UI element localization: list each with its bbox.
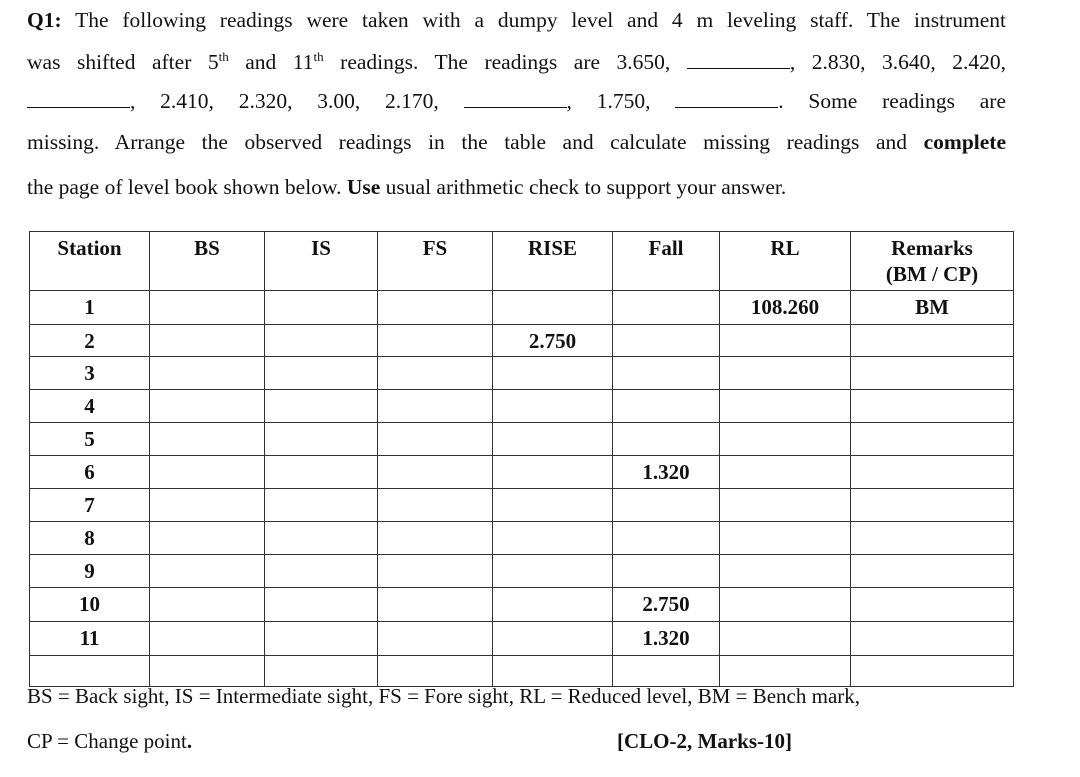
cell-fall: 1.320 xyxy=(613,622,720,656)
cell-is xyxy=(265,456,378,489)
cell-is xyxy=(265,291,378,325)
cell-bs xyxy=(150,390,265,423)
cell-fall xyxy=(613,423,720,456)
cell-fs xyxy=(378,390,493,423)
cell-fall: 2.750 xyxy=(613,588,720,622)
cell-rl xyxy=(720,390,851,423)
cell-station: 9 xyxy=(30,555,150,588)
cell-is xyxy=(265,357,378,390)
cell-rl xyxy=(720,489,851,522)
blank-reading xyxy=(675,89,778,108)
cell-bs xyxy=(150,588,265,622)
cell-fs xyxy=(378,357,493,390)
column-header-station xyxy=(30,232,150,291)
marks-label: [CLO-2, Marks-10] xyxy=(617,729,792,753)
column-header-bs xyxy=(150,232,265,291)
cell-station: 4 xyxy=(30,390,150,423)
cell-station: 8 xyxy=(30,522,150,555)
cell-remarks xyxy=(851,656,1014,687)
table-row xyxy=(30,656,1014,687)
question-label: Q1: xyxy=(27,8,62,32)
cell-bs xyxy=(150,522,265,555)
cell-rl: 108.260 xyxy=(720,291,851,325)
header-sublabel: (BM / CP) xyxy=(885,262,979,286)
text: was shifted after 5 xyxy=(27,50,219,75)
header-label: Remarks xyxy=(891,236,973,260)
bold-text: Use xyxy=(346,175,381,199)
cell-is xyxy=(265,555,378,588)
cell-rise xyxy=(493,357,613,390)
cell-bs xyxy=(150,325,265,357)
cell-bs xyxy=(150,456,265,489)
table-row xyxy=(30,489,1014,522)
question-line-2 xyxy=(27,49,1006,77)
cell-rise: 2.750 xyxy=(493,325,613,357)
blank-reading xyxy=(687,50,790,69)
question-line-1 xyxy=(27,8,1006,36)
cell-remarks xyxy=(851,423,1014,456)
cell-rl xyxy=(720,423,851,456)
cell-fs xyxy=(378,656,493,687)
cell-bs xyxy=(150,489,265,522)
question-text: The following readings were taken with a dumpy level and 4 m leveling staff. The instrument xyxy=(75,8,1006,32)
abbreviation-legend: BS = Back sight, IS = Intermediate sight, FS = Fore sight, RL = Reduced level, BM = Bench mark, xyxy=(27,684,861,708)
cell-rise xyxy=(493,656,613,687)
cell-rise xyxy=(493,555,613,588)
text: CP = Change point xyxy=(27,729,187,753)
cell-rise xyxy=(493,390,613,423)
cell-station: 3 xyxy=(30,357,150,390)
cell-station: 2 xyxy=(30,325,150,357)
cell-is xyxy=(265,656,378,687)
cell-rl xyxy=(720,357,851,390)
question-line-4 xyxy=(27,130,1006,158)
cell-fall xyxy=(613,357,720,390)
text: , 1.750, xyxy=(566,89,651,113)
bold-text: complete xyxy=(923,130,1006,154)
cell-remarks xyxy=(851,325,1014,357)
cell-fall xyxy=(613,656,720,687)
header-label: BS xyxy=(194,236,220,260)
table-row xyxy=(30,622,1014,656)
table-row xyxy=(30,423,1014,456)
cell-rise xyxy=(493,489,613,522)
cell-remarks: BM xyxy=(851,291,1014,325)
column-header-remarks xyxy=(851,232,1014,291)
table-row xyxy=(30,456,1014,489)
cell-station: 1 xyxy=(30,291,150,325)
cell-is xyxy=(265,588,378,622)
table-row xyxy=(30,588,1014,622)
text: and 11 xyxy=(228,50,314,75)
header-label: RL xyxy=(770,236,800,260)
text: , 2.410, 2.320, 3.00, 2.170, xyxy=(130,89,439,113)
cell-is xyxy=(265,423,378,456)
cell-fs xyxy=(378,555,493,588)
cell-rise xyxy=(493,588,613,622)
text: readings. The readings are 3.650, xyxy=(323,50,671,75)
cell-station: 6 xyxy=(30,456,150,489)
column-header-rl xyxy=(720,232,851,291)
cell-rl xyxy=(720,588,851,622)
cell-fs xyxy=(378,522,493,555)
cell-fs xyxy=(378,423,493,456)
cell-is xyxy=(265,390,378,423)
cell-fs xyxy=(378,291,493,325)
cell-rl xyxy=(720,555,851,588)
cell-fall xyxy=(613,390,720,423)
text: missing. Arrange the observed readings in the table and calculate missing readings and xyxy=(27,130,908,154)
table-row xyxy=(30,291,1014,325)
cell-bs xyxy=(150,656,265,687)
cell-bs xyxy=(150,622,265,656)
abbreviation-legend-2 xyxy=(27,729,192,754)
cell-fall xyxy=(613,489,720,522)
table-row xyxy=(30,390,1014,423)
cell-station: 5 xyxy=(30,423,150,456)
cell-remarks xyxy=(851,456,1014,489)
cell-fall xyxy=(613,291,720,325)
cell-rl xyxy=(720,522,851,555)
header-label: RISE xyxy=(527,236,578,260)
cell-fs xyxy=(378,588,493,622)
blank-reading xyxy=(464,89,567,108)
cell-remarks xyxy=(851,522,1014,555)
text: . xyxy=(186,729,193,753)
cell-fs xyxy=(378,622,493,656)
cell-rise xyxy=(493,291,613,325)
cell-rise xyxy=(493,423,613,456)
header-label: FS xyxy=(422,236,448,260)
column-header-fs xyxy=(378,232,493,291)
superscript: th xyxy=(218,49,229,64)
table-row xyxy=(30,325,1014,357)
header-label: IS xyxy=(311,236,331,260)
cell-fall: 1.320 xyxy=(613,456,720,489)
column-header-fall xyxy=(613,232,720,291)
cell-bs xyxy=(150,423,265,456)
cell-rise xyxy=(493,456,613,489)
cell-remarks xyxy=(851,390,1014,423)
cell-is xyxy=(265,325,378,357)
cell-station xyxy=(30,656,150,687)
cell-fall xyxy=(613,325,720,357)
column-header-rise xyxy=(493,232,613,291)
cell-station: 10 xyxy=(30,588,150,622)
cell-remarks xyxy=(851,588,1014,622)
table-row xyxy=(30,357,1014,390)
cell-remarks xyxy=(851,357,1014,390)
table-row xyxy=(30,555,1014,588)
header-label: Fall xyxy=(648,236,684,260)
text: usual arithmetic check to support your answer. xyxy=(385,175,787,199)
text: the page of level book shown below. xyxy=(27,175,342,199)
cell-remarks xyxy=(851,489,1014,522)
cell-rise xyxy=(493,622,613,656)
cell-is xyxy=(265,622,378,656)
cell-bs xyxy=(150,291,265,325)
header-label: Station xyxy=(57,236,122,260)
cell-bs xyxy=(150,555,265,588)
level-book-table xyxy=(29,231,1014,687)
question-line-5 xyxy=(27,175,1006,200)
table-header-row xyxy=(30,232,1014,291)
cell-rise xyxy=(493,522,613,555)
cell-fall xyxy=(613,522,720,555)
column-header-is xyxy=(265,232,378,291)
text: . Some readings are xyxy=(778,89,1006,113)
question-line-3 xyxy=(27,89,1006,117)
cell-rl xyxy=(720,456,851,489)
cell-fall xyxy=(613,555,720,588)
text: , 2.830, 3.640, 2.420, xyxy=(789,50,1006,75)
cell-rl xyxy=(720,622,851,656)
cell-fs xyxy=(378,489,493,522)
table-row xyxy=(30,522,1014,555)
blank-reading xyxy=(27,89,130,108)
cell-station: 11 xyxy=(30,622,150,656)
cell-is xyxy=(265,522,378,555)
cell-fs xyxy=(378,325,493,357)
cell-remarks xyxy=(851,555,1014,588)
superscript: th xyxy=(313,49,324,64)
cell-rl xyxy=(720,656,851,687)
cell-station: 7 xyxy=(30,489,150,522)
cell-remarks xyxy=(851,622,1014,656)
cell-is xyxy=(265,489,378,522)
cell-bs xyxy=(150,357,265,390)
cell-rl xyxy=(720,325,851,357)
cell-fs xyxy=(378,456,493,489)
